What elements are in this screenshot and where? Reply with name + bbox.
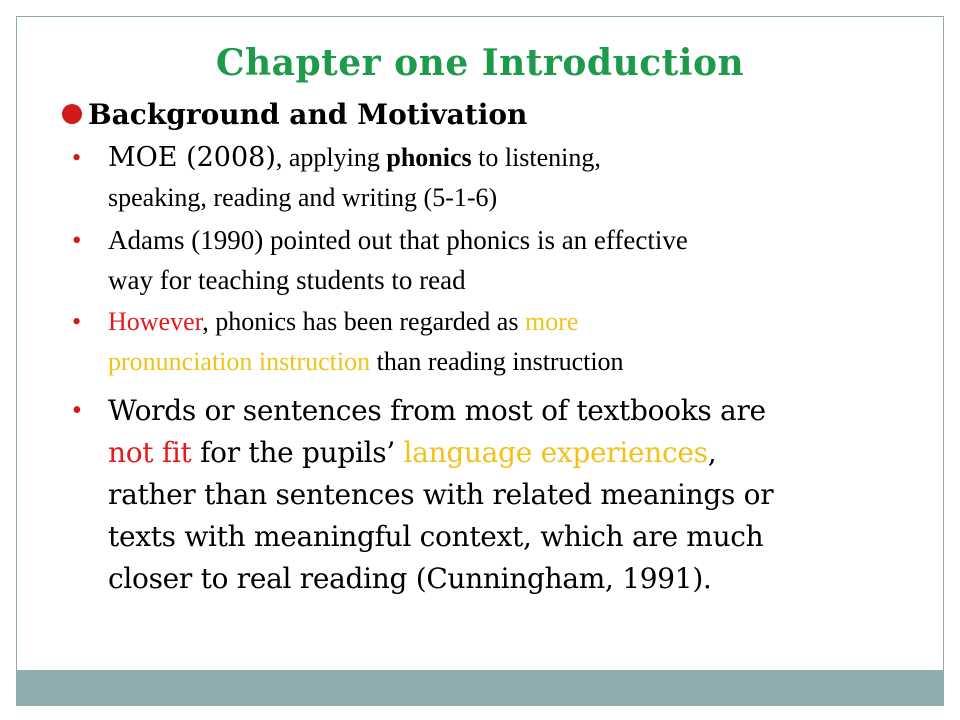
highlight-red-text: not fit [108, 436, 192, 469]
phonics-term: phonics [386, 143, 472, 172]
bullet-dot-icon: • [72, 143, 82, 172]
highlight-yellow-text: more [524, 307, 579, 336]
bullet-text: Adams (1990) pointed out that phonics is an effective [108, 225, 688, 255]
bullet-text: , applying [275, 143, 387, 172]
bullet-item-adams [62, 220, 922, 300]
bullet-text: to listening, [471, 143, 601, 172]
highlight-red-text: However [108, 307, 203, 336]
bullet-text: , [707, 436, 717, 469]
bullet-text: speaking, reading and writing (5-1-6) [108, 183, 498, 212]
footer-bar [16, 670, 944, 706]
bullet-item-however [62, 302, 922, 382]
bullet-text: closer to real reading (Cunningham, 1991). [108, 562, 712, 595]
bullet-text: Words or sentences from most of textbooks are [108, 394, 766, 427]
bullet-item-moe [62, 138, 922, 218]
highlight-yellow-text: pronunciation instruction [108, 347, 371, 376]
section-heading [62, 98, 527, 131]
bullet-text: for the pupils’ [191, 436, 404, 469]
bullet-dot-icon: • [72, 225, 82, 255]
bullet-text: texts with meaningful context, which are much [108, 520, 764, 553]
bullet-text: rather than sentences with related meanings or [108, 478, 774, 511]
red-circle-bullet-icon [62, 104, 82, 124]
moe-citation: MOE (2008) [108, 142, 276, 173]
highlight-yellow-text: language experiences [403, 436, 708, 469]
bullet-text: , phonics has been regarded as [202, 307, 525, 336]
section-heading-text: Background and Motivation [88, 98, 528, 131]
slide-title: Chapter one Introduction [215, 42, 745, 84]
bullet-text: way for teaching students to read [108, 265, 466, 295]
bullet-dot-icon: • [72, 395, 82, 426]
bullet-list [62, 138, 922, 600]
bullet-dot-icon: • [72, 307, 82, 336]
bullet-item-words [62, 390, 922, 600]
bullet-text: than reading instruction [370, 347, 624, 376]
